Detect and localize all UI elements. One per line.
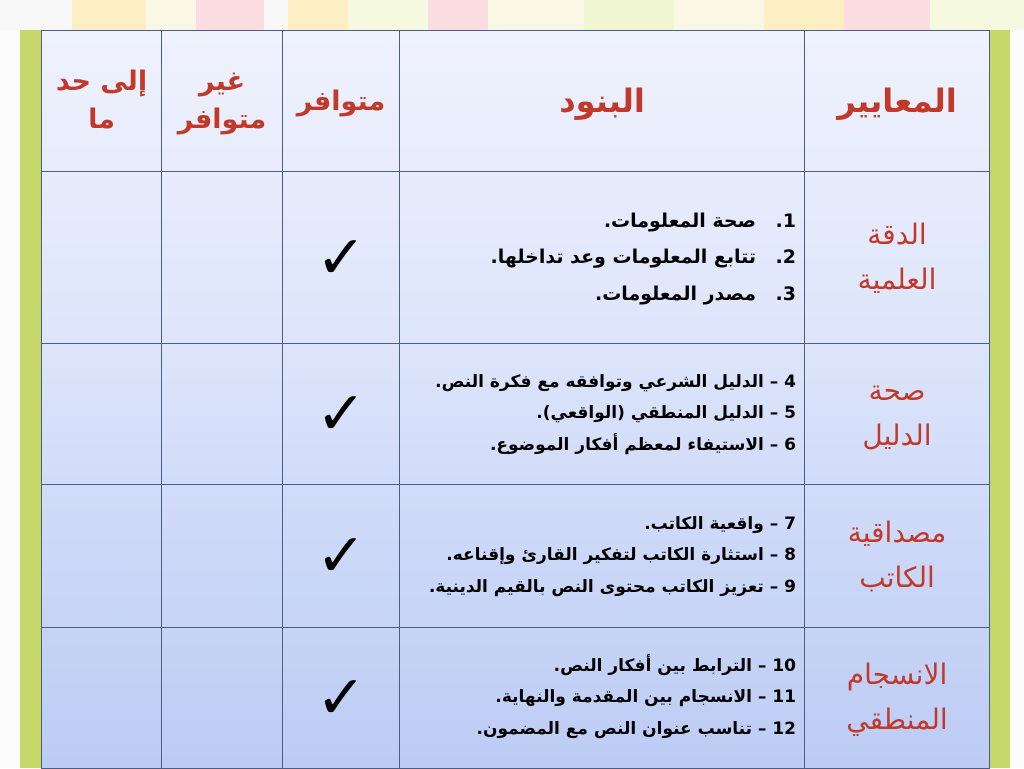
items-cell [400,628,805,769]
check-icon: ✓ [283,628,400,769]
strip-segment [488,0,584,30]
cell-partial [42,485,162,628]
cell-not-available [162,172,283,344]
criterion-cell [805,628,990,769]
criterion-line2: المنطقي [846,703,948,736]
list-item: 7 – واقعية الكاتب. [644,513,796,534]
list-item: 6 – الاستيفاء لمعظم أفكار الموضوع. [489,434,796,455]
criterion-line2: الكاتب [859,561,935,594]
list-item: 10 – الترابط بين أفكار النص. [553,655,796,676]
list-item: 2.تتابع المعلومات وعد تداخلها. [490,246,796,269]
items-cell [400,485,805,628]
criterion-line1: مصداقية [847,516,947,550]
strip-segment [844,0,930,30]
list-item: 1.صحة المعلومات. [603,210,796,233]
header-available [283,31,400,172]
left-green-bar [20,30,41,768]
strip-segment [764,0,844,30]
cell-partial [42,344,162,485]
strip-segment [584,0,674,30]
list-item: 3.مصدر المعلومات. [595,282,796,305]
criterion-line2: الدليل [862,419,932,452]
check-icon: ✓ [283,485,400,628]
criterion-line2: العلمية [857,262,937,296]
cell-not-available [162,628,283,769]
list-item: 11 – الانسجام بين المقدمة والنهاية. [495,687,796,708]
cell-partial [42,172,162,344]
cell-partial [42,628,162,769]
list-item: 5 – الدليل المنطقي (الواقعي). [536,403,796,424]
strip-segment [428,0,488,30]
table-row [42,344,990,485]
criterion-cell [805,344,990,485]
criterion-line1: صحة [868,374,926,408]
table-row [42,628,990,769]
strip-segment [196,0,264,30]
list-item: 9 – تعزيز الكاتب محتوى النص بالقيم الدينية. [428,576,796,597]
header-available-label: متوافر [296,85,386,117]
items-cell [400,172,805,344]
header-criteria-label: المعايير [837,82,957,120]
criterion-cell [805,172,990,344]
table-row [42,172,990,344]
strip-segment [72,0,146,30]
header-not-available [162,31,283,172]
strip-segment [288,0,348,30]
header-items-label: البنود [559,82,645,120]
cell-not-available [162,485,283,628]
list-item: 12 – تناسب عنوان النص مع المضمون. [476,718,796,739]
right-green-bar [989,30,1010,768]
evaluation-table [41,30,990,769]
list-item: 8 – استثارة الكاتب لتفكير القارئ وإقناعه. [446,545,796,566]
header-partial [42,31,162,172]
table-header-row [42,31,990,172]
items-cell [400,344,805,485]
left-margin [0,30,20,768]
strip-segment [146,0,196,30]
strip-segment [264,0,288,30]
table-row [42,485,990,628]
header-not-available-line2: متوافر [177,104,267,135]
criterion-line1: الانسجام [846,658,948,692]
header-partial-line2: ما [88,104,115,135]
top-decorative-strip [0,0,1024,30]
criterion-cell [805,485,990,628]
strip-segment [0,0,72,30]
check-icon: ✓ [283,172,400,344]
criterion-line1: الدقة [867,217,927,251]
strip-segment [930,0,1024,30]
cell-not-available [162,344,283,485]
right-margin [1010,30,1024,768]
list-item: 4 – الدليل الشرعي وتوافقه مع فكرة النص. [435,371,796,392]
check-icon: ✓ [283,344,400,485]
header-items [400,31,805,172]
header-not-available-line1: غير [198,66,246,98]
strip-segment [674,0,764,30]
header-criteria [805,31,990,172]
strip-segment [348,0,428,30]
header-partial-line1: إلى حد [55,66,148,98]
